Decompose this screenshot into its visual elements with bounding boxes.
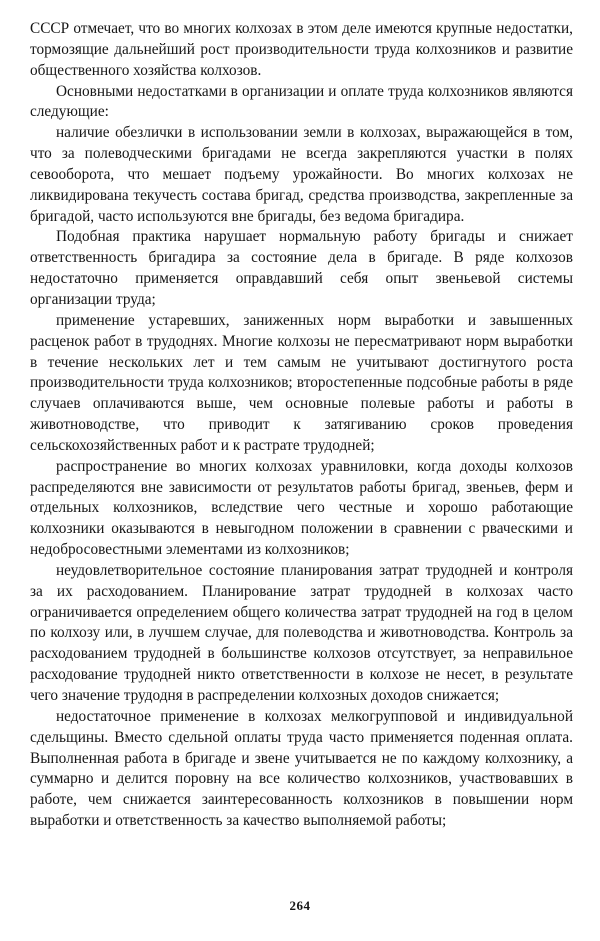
paragraph: распространение во многих колхозах уравниловки, когда доходы колхозов распределяются вне зависимости от результатов работы бригад, звеньев, ферм и отдельных колхозников, вследствие чего честные и хорошо работающие колхозники оказываются в невыгодном положении в сравнении с рваческими и недобросовестными элементами из колхозников; [30,457,573,559]
paragraph: Подобная практика нарушает нормальную работу бригады и снижает ответственность бригадира за состояние дела в бригаде. В ряде колхозов недостаточно применяется оправдавший себя опыт звеньевой системы организации труда; [30,228,573,308]
page-number: 264 [289,898,311,913]
body-text [30,19,573,832]
paragraph: Основными недостатками в организации и оплате труда колхозников являются следующие: [30,82,573,121]
paragraph: наличие обезлички в использовании земли в колхозах, выражающейся в том, что за полеводческими бригадами не всегда закрепляются участки в полях севооборота, что мешает подъему урожайности. Во многих колхозах не ликвидирована текучесть состава бригад, средства производства, закрепленные за бригадой, часто используются вне бригады, без ведома бригадира. [30,124,573,225]
paragraph: СССР отмечает, что во многих колхозах в этом деле имеются крупные недостатки, тормозящие дальнейший рост производительности труда колхозников и развитие общественного хозяйства колхозов. [30,20,573,79]
paragraph: неудовлетворительное состояние планирования затрат трудодней и контроля за их расходованием. Планирование затрат трудодней в колхозах часто ограничивается определением общего количества затрат трудодней на год в целом по колхозу или, в лучшем случае, для полеводства и животноводства. Контроль за расходованием трудодней в большинстве колхозов отсутствует, за неправильное расходование трудодней никто ответственности в колхозе не несет, в результате чего значение трудодня в распределении колхозных доходов снижается; [30,561,573,704]
paragraph: недостаточное применение в колхозах мелкогрупповой и индивидуальной сдельщины. Вместо сдельной оплаты труда часто применяется поденная оплата. Выполненная работа в бригаде и звене учитывается не по каждому колхознику, а суммарно и делится поровну на все количество колхозников, участвовавших в работе, чем снижается заинтересованность колхозников в повышении норм выработки и ответственность за качество выполняемой работы; [30,707,573,830]
paragraph: применение устаревших, заниженных норм выработки и завышенных расценок работ в трудоднях. Многие колхозы не пересматривают норм выработки в течение нескольких лет и тем самым не учитывают достигнутого роста производительности труда колхозников; второстепенные подсобные работы в ряде случаев оплачиваются выше, чем основные полевые работы и работы в животноводстве, что приводит к затягиванию сроков проведения сельскохозяйственных работ и к растрате трудодней; [30,311,573,454]
